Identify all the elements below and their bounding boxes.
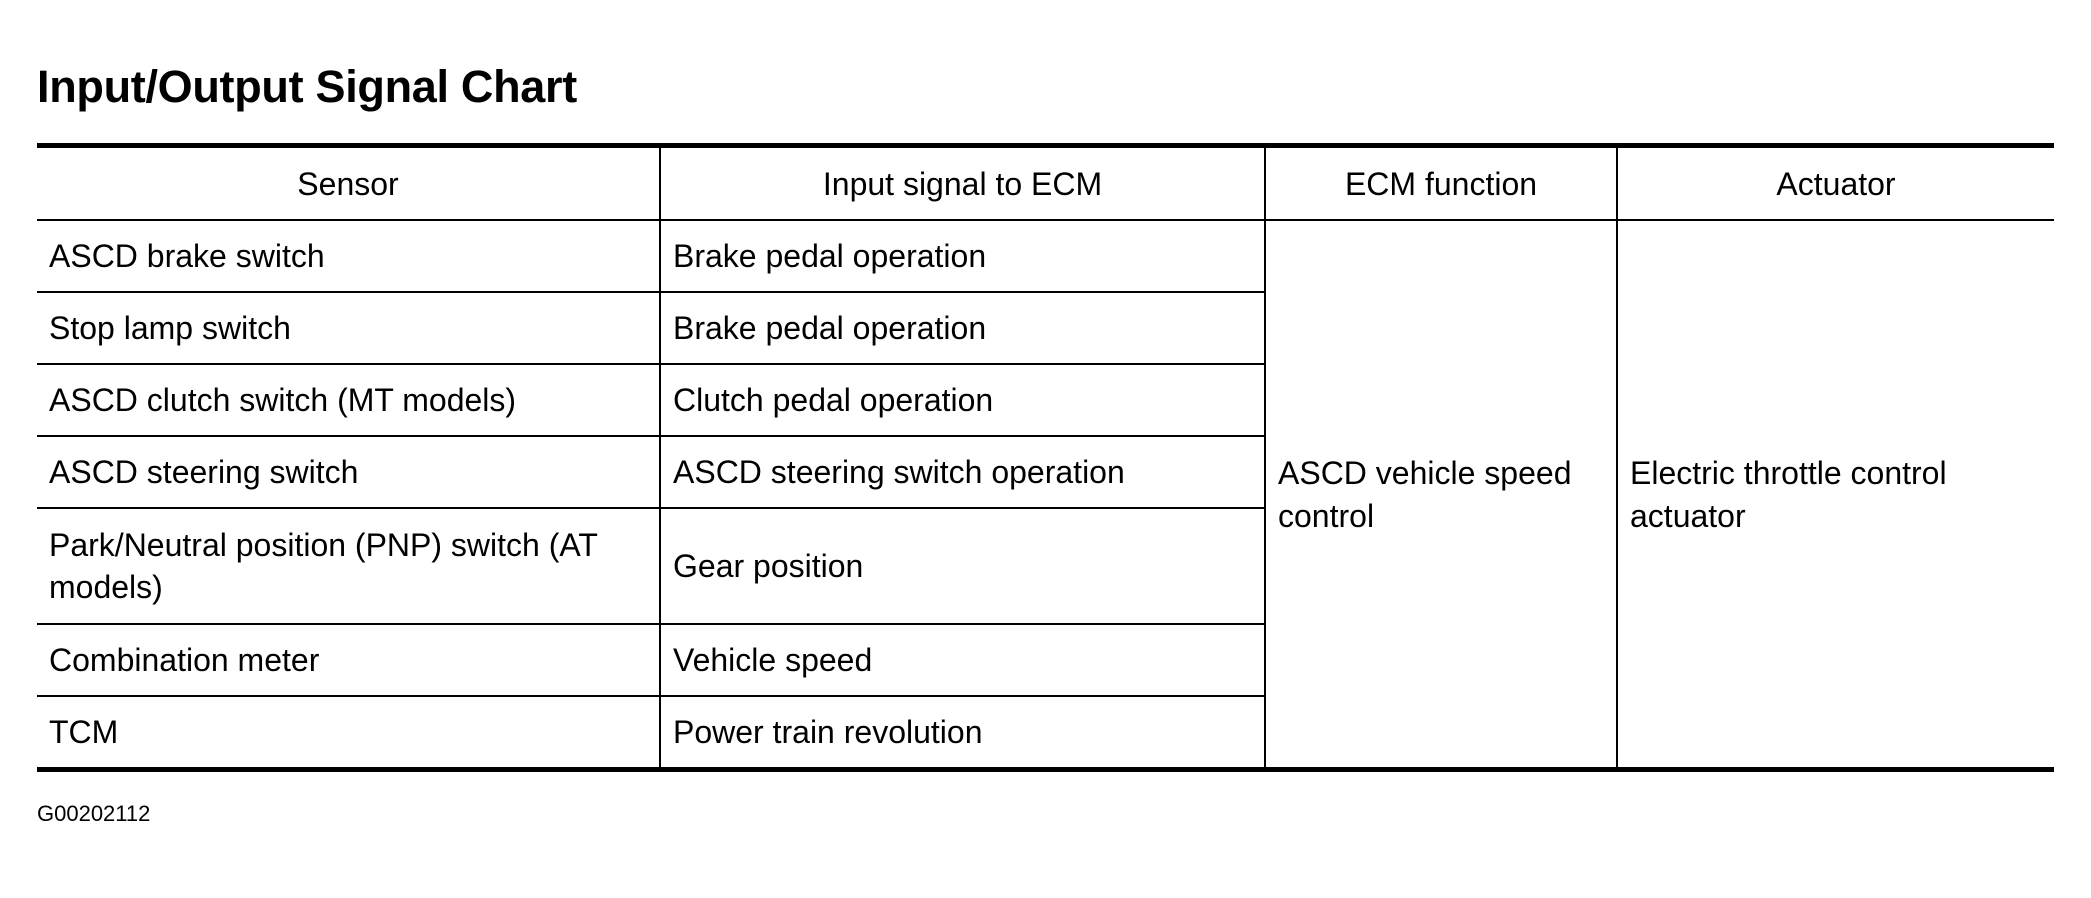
sensor-cell: ASCD clutch switch (MT models) bbox=[37, 364, 660, 436]
signal-table bbox=[37, 143, 2054, 772]
sensor-cell: Park/Neutral position (PNP) switch (AT models) bbox=[37, 508, 660, 624]
ecm-function-cell: ASCD vehicle speed control bbox=[1265, 220, 1617, 770]
input-signal-cell: Brake pedal operation bbox=[660, 292, 1265, 364]
chart-title: Input/Output Signal Chart bbox=[37, 61, 577, 112]
header-actuator: Actuator bbox=[1617, 146, 2054, 221]
actuator-cell: Electric throttle control actuator bbox=[1617, 220, 2054, 770]
table-row bbox=[37, 220, 2054, 292]
header-ecm-function: ECM function bbox=[1265, 146, 1617, 221]
sensor-cell: Stop lamp switch bbox=[37, 292, 660, 364]
figure-id: G00202112 bbox=[37, 801, 151, 826]
input-signal-cell: Brake pedal operation bbox=[660, 220, 1265, 292]
input-signal-cell: Power train revolution bbox=[660, 696, 1265, 770]
input-signal-cell: Gear position bbox=[660, 508, 1265, 624]
sensor-cell: ASCD brake switch bbox=[37, 220, 660, 292]
sensor-cell: ASCD steering switch bbox=[37, 436, 660, 508]
input-signal-cell: ASCD steering switch operation bbox=[660, 436, 1265, 508]
input-signal-cell: Clutch pedal operation bbox=[660, 364, 1265, 436]
sensor-cell: Combination meter bbox=[37, 624, 660, 696]
header-row bbox=[37, 146, 2054, 221]
sensor-cell: TCM bbox=[37, 696, 660, 770]
input-signal-cell: Vehicle speed bbox=[660, 624, 1265, 696]
header-sensor: Sensor bbox=[37, 146, 660, 221]
header-input-signal: Input signal to ECM bbox=[660, 146, 1265, 221]
